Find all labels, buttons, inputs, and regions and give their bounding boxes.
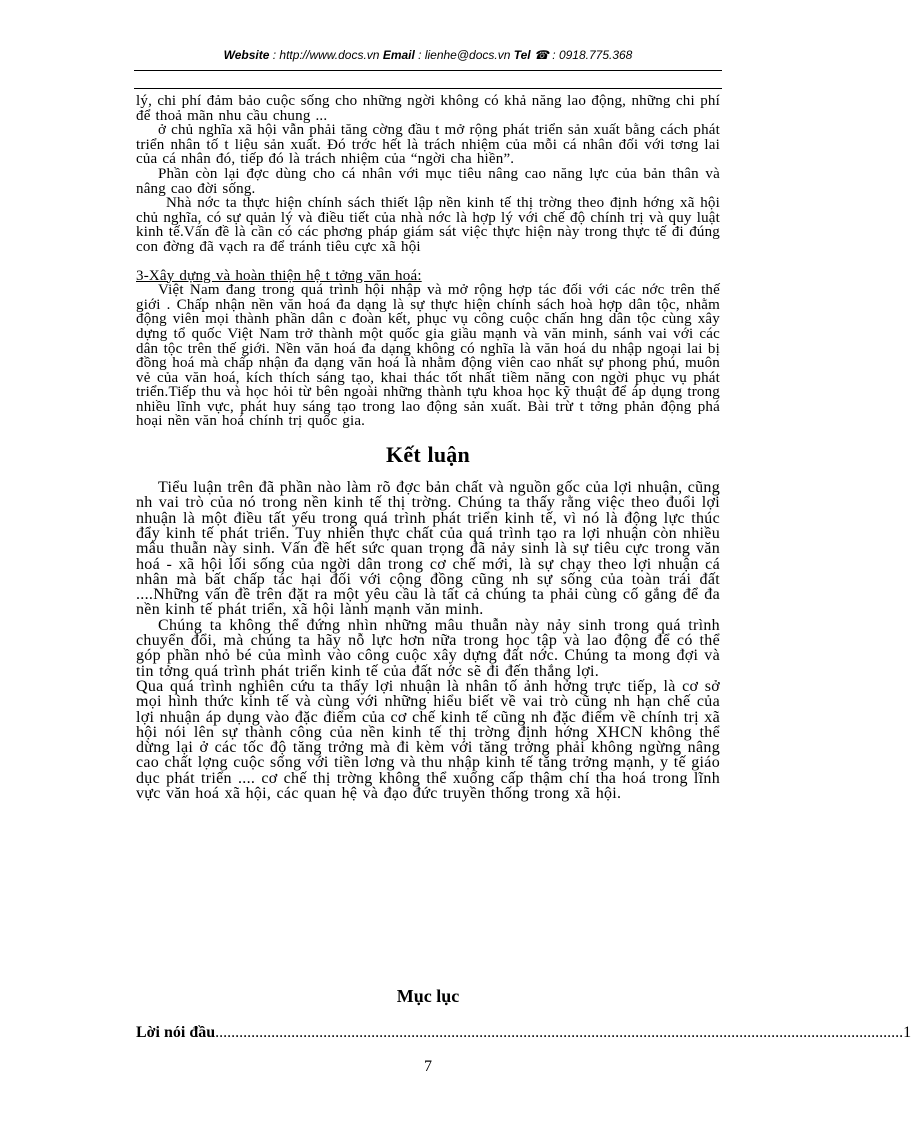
website-value: : http://www.docs.vn [269, 48, 383, 62]
section-heading: 3-Xây dựng và hoàn thiện hệ t tởng văn hoá: [136, 267, 422, 284]
conclusion-title: Kết luận [386, 442, 470, 468]
header-rule-second [134, 88, 722, 89]
paragraph: Qua quá trình nghiên cứu ta thấy lợi nhuận là nhân tố ảnh hởng trực tiếp, là cơ sở mọi hình thức kinh tế và cùng với những hiểu biết về vai trò cũng nh hạn chế của lợi nhuận áp dụng vào đặc điểm của cơ chế kinh tế cũng nh đặc điểm về chính trị xã hội nói lên sự thành công của nền kinh tế thị trờng định hớng XHCN không thể dừng lại ở các tốc độ tăng trởng mà đi kèm với tăng trởng phải không ngừng nâng cao chất lợng cuộc sống với tiền lơng và thu nhập kinh tế tăng trởng mạnh, y tế giáo dục phát triển .... cơ chế thị trờng không thể xuống cấp thậm chí tha hoá trong lĩnh vực văn hoá xã hội, các quan hệ và đạo đức truyền thống trong xã hội. [136, 677, 720, 802]
website-label: Website [223, 48, 270, 62]
paragraph: Phần còn lại đợc dùng cho cá nhân với mục tiêu nâng cao năng lực của bản thân và nâng cao đời sống. [136, 165, 720, 197]
paragraph: Nhà nớc ta thực hiện chính sách thiết lập nền kinh tế thị trờng theo định hớng xã hội chủ nghĩa, có sự quản lý và điều tiết của nhà nớc là hợp lý với chế độ chính trị và quy luật kinh tế.Vấn đề là cần có các phơng pháp giám sát việc thực hiện này trong thực tế đi đúng con đờng đã vạch ra để tránh tiêu cực xã hội [136, 195, 720, 255]
page-header [130, 48, 726, 62]
paragraph: Việt Nam đang trong quá trình hội nhập và mở rộng hợp tác đối với các nớc trên thế giới . Chấp nhận nền văn hoá đa dạng là sự thực hiện chính sách hoà hợp dân tộc, nhằm động viên mọi thành phần dân c đoàn kết, phục vụ công cuộc chấn hng dân tộc cùng xây dựng tổ quốc Việt Nam trở thành một quốc gia giầu mạnh và văn minh, sánh vai với các dân tộc trên thế giới. Nền văn hoá đa dạng không có nghĩa là văn hoá du nhập ngoại lai bị đồng hoá mà chấp nhận đa dạng văn hoá là nhằm động viên cao nhất sự phong phú, muôn vẻ của văn hoá, kích thích sáng tạo, khai thác tốt nhất tiềm năng con ngời phục vụ phát triển.Tiếp thu và học hỏi từ bên ngoài những thành tựu khoa học kỹ thuật để áp dụng trong nhiều lĩnh vực, phát huy sáng tạo trong lao động sản xuất. Bài trừ t tởng phản động phá hoại nền văn hoá chính trị quốc gia. [136, 282, 720, 430]
tel-value: : 0918.775.368 [548, 48, 633, 62]
toc-title: Mục lục [396, 986, 460, 1006]
toc-entry-page: 1 [903, 1024, 911, 1041]
toc-entry[interactable] [136, 1024, 911, 1042]
email-label: Email [382, 48, 415, 62]
document-body [136, 94, 720, 801]
paragraph: Tiểu luận trên đã phần nào làm rõ đợc bản chất và nguồn gốc của lợi nhuận, cũng nh vai trò của nó trong nền kinh tế thị trờng. Chúng ta thấy rằng việc theo đuổi lợi nhuận là một điều tất yếu trong quá trình phát triển kinh tế, vì nó là động lực thúc đẩy kinh tế phát triển. Tuy nhiên thực chất của quá trình tạo ra lợi nhuận còn nhiều mâu thuẫn này sinh. Vấn đề hết sức quan trọng đã nảy sinh là sự tiêu cực trong văn hoá - xã hội lối sống của ngời dân trong cơ chế mới, là sự chạy theo lợi nhuận cá nhân mà bất chấp tác hại đối với cộng đồng cũng nh sự sống của toàn trái đất ....Những vấn đề trên đặt ra một yêu cầu là tất cả chúng ta phải cùng cố gắng để đa nền kinh tế phát triển, xã hội lành mạnh văn minh. [136, 479, 720, 619]
paragraph: ở chủ nghĩa xã hội vẫn phải tăng cờng đầu t mở rộng phát triển sản xuất bằng cách phát triển nhân tố t liệu sản xuất. Đó trớc hết là trách nhiệm của mỗi cá nhân đối với tơng lai của cá nhân đó, tiếp đó là trách nhiệm của “ngời cha hiền”. [136, 122, 720, 168]
conclusion-body [136, 480, 720, 801]
paragraph: lý, chi phí đảm bảo cuộc sống cho những ngời không có khả năng lao động, những chi phí để thoả mãn nhu cầu chung ... [136, 93, 720, 124]
paragraph: Chúng ta không thể đứng nhìn những mâu thuẫn này nảy sinh trong quá trình chuyển đổi, mà chúng ta hãy nỗ lực hơn nữa trong học tập và lao động để có thể góp phần nhỏ bé của mình vào công cuộc xây dựng đất nớc. Chúng ta mong đợi và tin tởng quá trình phát triển kinh tế của đất nớc sẽ đi đến thắng lợi. [136, 616, 720, 680]
phone-icon: ☎ [533, 48, 549, 62]
email-value: : lienhe@docs.vn [414, 48, 514, 62]
tel-label: Tel [513, 48, 531, 62]
page-number: 7 [424, 1058, 432, 1075]
header-rule [134, 70, 722, 71]
toc-leader-dots: ............................................................................................................................................................................ [215, 1024, 904, 1041]
toc-entry-label: Lời nói đầu [136, 1024, 216, 1041]
